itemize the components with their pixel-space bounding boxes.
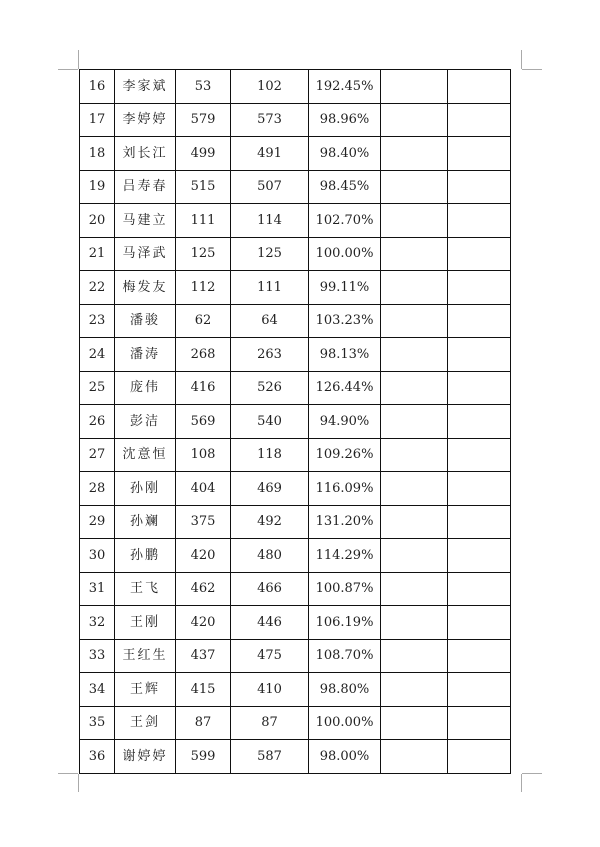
percentage-cell: 102.70% bbox=[309, 204, 381, 238]
name-cell: 梅发友 bbox=[115, 271, 176, 305]
table-row bbox=[80, 740, 511, 774]
row-number-cell: 23 bbox=[80, 304, 115, 338]
value-b-cell: 492 bbox=[231, 505, 309, 539]
blank-cell bbox=[448, 472, 511, 506]
table-row bbox=[80, 405, 511, 439]
percentage-cell: 103.23% bbox=[309, 304, 381, 338]
name-cell: 潘骏 bbox=[115, 304, 176, 338]
value-a-cell: 111 bbox=[176, 204, 231, 238]
percentage-cell: 108.70% bbox=[309, 639, 381, 673]
blank-cell bbox=[448, 706, 511, 740]
blank-cell bbox=[381, 237, 448, 271]
blank-cell bbox=[448, 639, 511, 673]
percentage-cell: 109.26% bbox=[309, 438, 381, 472]
value-b-cell: 587 bbox=[231, 740, 309, 774]
value-a-cell: 420 bbox=[176, 539, 231, 573]
blank-cell bbox=[448, 371, 511, 405]
value-b-cell: 263 bbox=[231, 338, 309, 372]
blank-cell bbox=[448, 606, 511, 640]
value-a-cell: 112 bbox=[176, 271, 231, 305]
name-cell: 马建立 bbox=[115, 204, 176, 238]
name-cell: 王飞 bbox=[115, 572, 176, 606]
crop-mark-top-right bbox=[521, 50, 522, 69]
table-row bbox=[80, 103, 511, 137]
blank-cell bbox=[448, 438, 511, 472]
value-a-cell: 420 bbox=[176, 606, 231, 640]
blank-cell bbox=[448, 170, 511, 204]
value-b-cell: 410 bbox=[231, 673, 309, 707]
crop-mark-top-left bbox=[78, 50, 79, 69]
percentage-cell: 116.09% bbox=[309, 472, 381, 506]
blank-cell bbox=[448, 204, 511, 238]
name-cell: 李家斌 bbox=[115, 70, 176, 104]
value-b-cell: 118 bbox=[231, 438, 309, 472]
crop-mark-top-left bbox=[58, 69, 78, 70]
value-a-cell: 499 bbox=[176, 137, 231, 171]
blank-cell bbox=[381, 539, 448, 573]
row-number-cell: 28 bbox=[80, 472, 115, 506]
row-number-cell: 32 bbox=[80, 606, 115, 640]
value-a-cell: 53 bbox=[176, 70, 231, 104]
percentage-cell: 114.29% bbox=[309, 539, 381, 573]
value-b-cell: 475 bbox=[231, 639, 309, 673]
row-number-cell: 30 bbox=[80, 539, 115, 573]
table-row bbox=[80, 438, 511, 472]
name-cell: 王红生 bbox=[115, 639, 176, 673]
value-a-cell: 375 bbox=[176, 505, 231, 539]
row-number-cell: 33 bbox=[80, 639, 115, 673]
table-row bbox=[80, 572, 511, 606]
blank-cell bbox=[448, 673, 511, 707]
value-a-cell: 415 bbox=[176, 673, 231, 707]
blank-cell bbox=[381, 405, 448, 439]
table-body bbox=[80, 70, 511, 774]
table-row bbox=[80, 505, 511, 539]
percentage-cell: 98.96% bbox=[309, 103, 381, 137]
blank-cell bbox=[381, 472, 448, 506]
table-row bbox=[80, 137, 511, 171]
blank-cell bbox=[448, 70, 511, 104]
data-table bbox=[79, 69, 511, 774]
name-cell: 吕寿春 bbox=[115, 170, 176, 204]
percentage-cell: 94.90% bbox=[309, 405, 381, 439]
value-a-cell: 599 bbox=[176, 740, 231, 774]
row-number-cell: 31 bbox=[80, 572, 115, 606]
blank-cell bbox=[448, 137, 511, 171]
crop-mark-bottom-right bbox=[521, 774, 522, 792]
percentage-cell: 131.20% bbox=[309, 505, 381, 539]
percentage-cell: 98.45% bbox=[309, 170, 381, 204]
percentage-cell: 100.00% bbox=[309, 706, 381, 740]
percentage-cell: 192.45% bbox=[309, 70, 381, 104]
value-b-cell: 480 bbox=[231, 539, 309, 573]
blank-cell bbox=[448, 505, 511, 539]
blank-cell bbox=[448, 572, 511, 606]
blank-cell bbox=[381, 170, 448, 204]
value-a-cell: 437 bbox=[176, 639, 231, 673]
value-b-cell: 469 bbox=[231, 472, 309, 506]
blank-cell bbox=[381, 438, 448, 472]
blank-cell bbox=[448, 304, 511, 338]
blank-cell bbox=[381, 338, 448, 372]
blank-cell bbox=[381, 639, 448, 673]
value-a-cell: 569 bbox=[176, 405, 231, 439]
percentage-cell: 106.19% bbox=[309, 606, 381, 640]
value-b-cell: 466 bbox=[231, 572, 309, 606]
blank-cell bbox=[381, 304, 448, 338]
value-b-cell: 125 bbox=[231, 237, 309, 271]
blank-cell bbox=[381, 271, 448, 305]
row-number-cell: 24 bbox=[80, 338, 115, 372]
row-number-cell: 25 bbox=[80, 371, 115, 405]
row-number-cell: 19 bbox=[80, 170, 115, 204]
blank-cell bbox=[381, 505, 448, 539]
name-cell: 刘长江 bbox=[115, 137, 176, 171]
name-cell: 孙斓 bbox=[115, 505, 176, 539]
blank-cell bbox=[381, 70, 448, 104]
value-b-cell: 102 bbox=[231, 70, 309, 104]
blank-cell bbox=[381, 673, 448, 707]
value-b-cell: 540 bbox=[231, 405, 309, 439]
row-number-cell: 16 bbox=[80, 70, 115, 104]
blank-cell bbox=[381, 103, 448, 137]
row-number-cell: 21 bbox=[80, 237, 115, 271]
name-cell: 孙刚 bbox=[115, 472, 176, 506]
percentage-cell: 98.13% bbox=[309, 338, 381, 372]
name-cell: 孙鹏 bbox=[115, 539, 176, 573]
percentage-cell: 100.00% bbox=[309, 237, 381, 271]
value-b-cell: 573 bbox=[231, 103, 309, 137]
value-b-cell: 64 bbox=[231, 304, 309, 338]
row-number-cell: 34 bbox=[80, 673, 115, 707]
value-b-cell: 111 bbox=[231, 271, 309, 305]
row-number-cell: 22 bbox=[80, 271, 115, 305]
blank-cell bbox=[381, 204, 448, 238]
percentage-cell: 98.00% bbox=[309, 740, 381, 774]
name-cell: 庞伟 bbox=[115, 371, 176, 405]
value-a-cell: 579 bbox=[176, 103, 231, 137]
value-b-cell: 526 bbox=[231, 371, 309, 405]
table-row bbox=[80, 70, 511, 104]
table-row bbox=[80, 639, 511, 673]
percentage-cell: 98.40% bbox=[309, 137, 381, 171]
value-a-cell: 404 bbox=[176, 472, 231, 506]
name-cell: 彭洁 bbox=[115, 405, 176, 439]
value-b-cell: 446 bbox=[231, 606, 309, 640]
blank-cell bbox=[448, 338, 511, 372]
percentage-cell: 126.44% bbox=[309, 371, 381, 405]
blank-cell bbox=[448, 237, 511, 271]
table-row bbox=[80, 204, 511, 238]
name-cell: 谢婷婷 bbox=[115, 740, 176, 774]
table-row bbox=[80, 304, 511, 338]
value-b-cell: 114 bbox=[231, 204, 309, 238]
crop-mark-top-right bbox=[522, 69, 542, 70]
row-number-cell: 27 bbox=[80, 438, 115, 472]
blank-cell bbox=[448, 103, 511, 137]
row-number-cell: 20 bbox=[80, 204, 115, 238]
row-number-cell: 36 bbox=[80, 740, 115, 774]
crop-mark-bottom-right bbox=[522, 773, 542, 774]
value-a-cell: 515 bbox=[176, 170, 231, 204]
blank-cell bbox=[381, 706, 448, 740]
name-cell: 王辉 bbox=[115, 673, 176, 707]
value-a-cell: 62 bbox=[176, 304, 231, 338]
blank-cell bbox=[381, 371, 448, 405]
value-a-cell: 87 bbox=[176, 706, 231, 740]
table-row bbox=[80, 271, 511, 305]
row-number-cell: 29 bbox=[80, 505, 115, 539]
table-row bbox=[80, 237, 511, 271]
value-b-cell: 507 bbox=[231, 170, 309, 204]
table-row bbox=[80, 170, 511, 204]
name-cell: 潘涛 bbox=[115, 338, 176, 372]
table-row bbox=[80, 673, 511, 707]
value-b-cell: 491 bbox=[231, 137, 309, 171]
name-cell: 李婷婷 bbox=[115, 103, 176, 137]
blank-cell bbox=[448, 271, 511, 305]
value-a-cell: 268 bbox=[176, 338, 231, 372]
table-row bbox=[80, 539, 511, 573]
name-cell: 王剑 bbox=[115, 706, 176, 740]
name-cell: 马泽武 bbox=[115, 237, 176, 271]
blank-cell bbox=[381, 606, 448, 640]
name-cell: 沈意恒 bbox=[115, 438, 176, 472]
crop-mark-bottom-left bbox=[78, 774, 79, 792]
crop-mark-bottom-left bbox=[58, 773, 78, 774]
blank-cell bbox=[381, 740, 448, 774]
table-row bbox=[80, 371, 511, 405]
table-row bbox=[80, 706, 511, 740]
row-number-cell: 18 bbox=[80, 137, 115, 171]
blank-cell bbox=[381, 137, 448, 171]
value-a-cell: 108 bbox=[176, 438, 231, 472]
row-number-cell: 26 bbox=[80, 405, 115, 439]
blank-cell bbox=[381, 572, 448, 606]
row-number-cell: 17 bbox=[80, 103, 115, 137]
blank-cell bbox=[448, 405, 511, 439]
percentage-cell: 99.11% bbox=[309, 271, 381, 305]
blank-cell bbox=[448, 740, 511, 774]
table-row bbox=[80, 606, 511, 640]
value-a-cell: 462 bbox=[176, 572, 231, 606]
value-b-cell: 87 bbox=[231, 706, 309, 740]
value-a-cell: 416 bbox=[176, 371, 231, 405]
name-cell: 王刚 bbox=[115, 606, 176, 640]
table-row bbox=[80, 472, 511, 506]
row-number-cell: 35 bbox=[80, 706, 115, 740]
blank-cell bbox=[448, 539, 511, 573]
table-row bbox=[80, 338, 511, 372]
value-a-cell: 125 bbox=[176, 237, 231, 271]
percentage-cell: 98.80% bbox=[309, 673, 381, 707]
percentage-cell: 100.87% bbox=[309, 572, 381, 606]
